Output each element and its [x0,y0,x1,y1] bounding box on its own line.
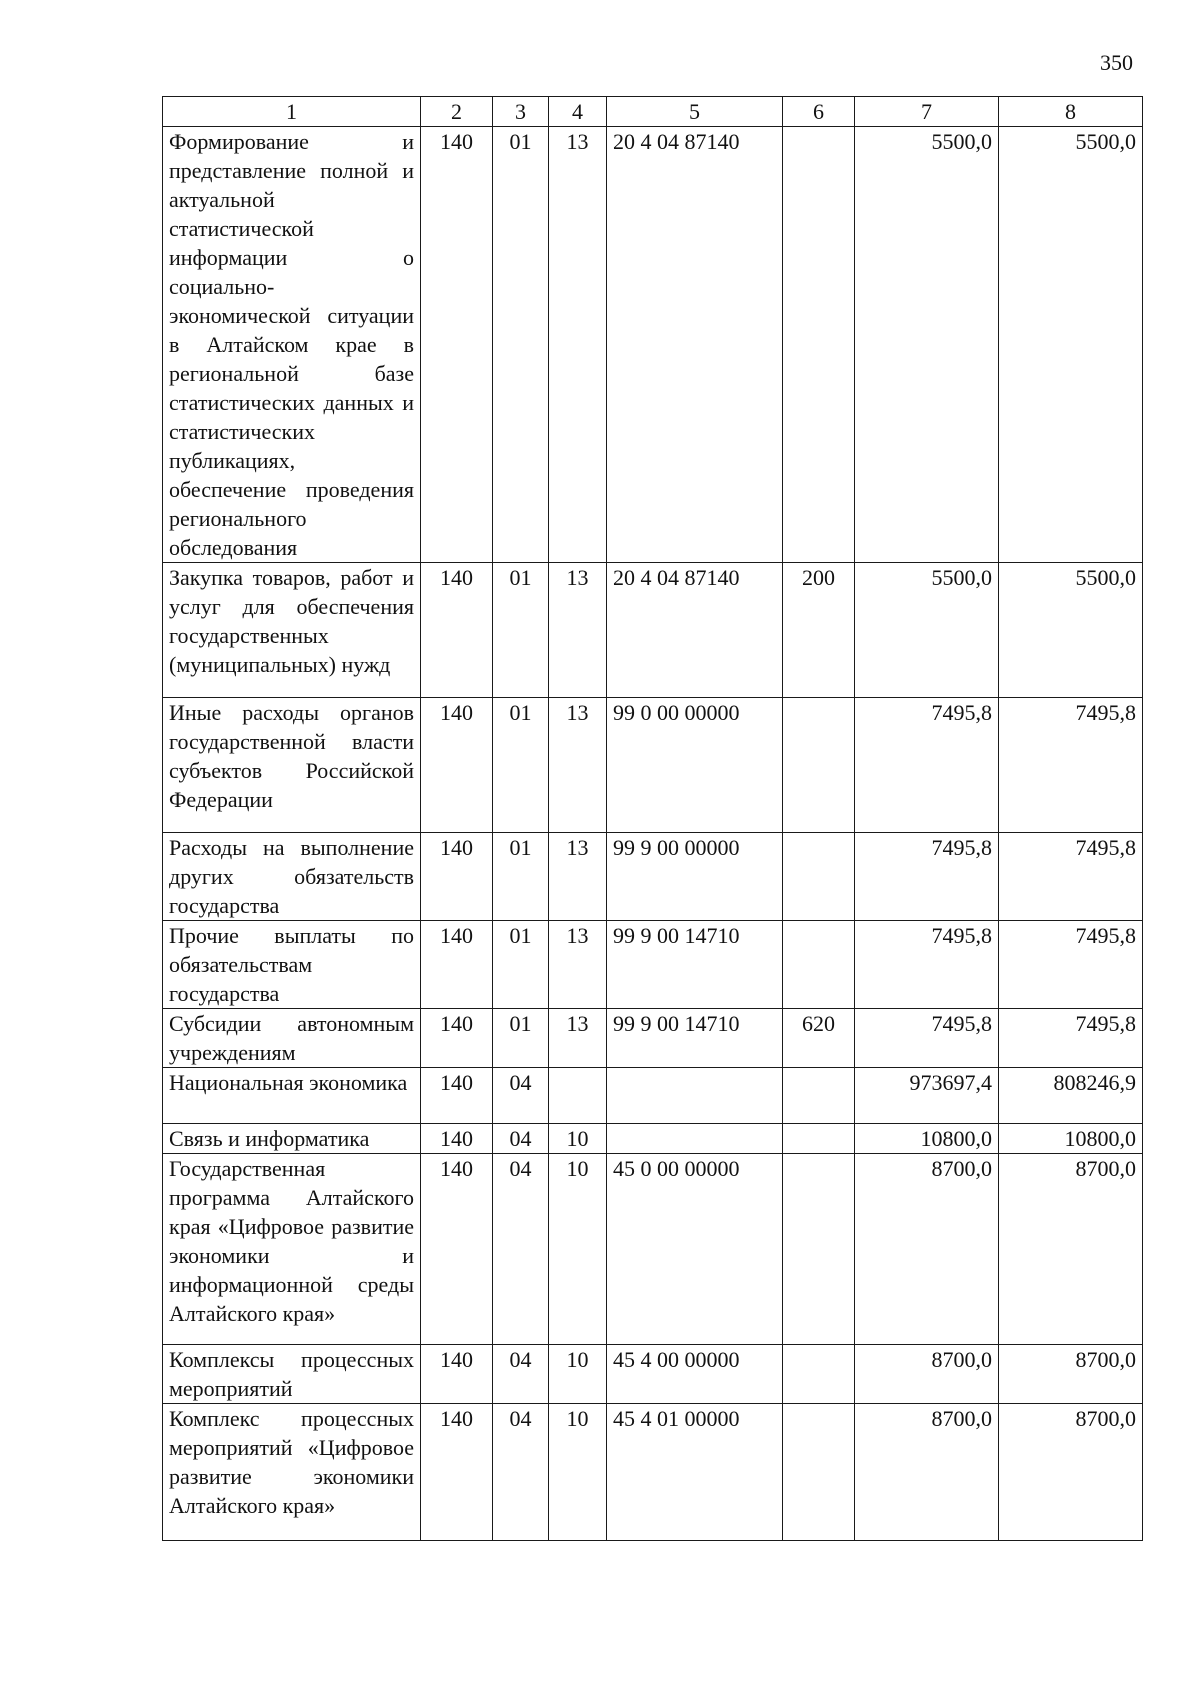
column-header-3: 3 [493,97,549,127]
section-cell: 04 [493,1345,549,1404]
column-header-7: 7 [855,97,999,127]
row-name-cell: Государственная программа Алтайского края «Цифровое развитие экономики и информационной среды Алтайского края» [163,1154,421,1345]
column-header-1: 1 [163,97,421,127]
table-row [163,1154,1143,1345]
row-name-cell: Формирование и представление полной и актуальной статистической информации о социально-экономической ситуации в Алтайском крае в региональной базе статистических данных и статистических публикациях, обеспечение проведения регионального обследования [163,127,421,563]
expense-type-cell [783,921,855,1009]
expense-type-cell [783,1124,855,1154]
subsection-cell: 13 [549,563,607,698]
table-row [163,1345,1143,1404]
subsection-cell: 13 [549,127,607,563]
target-article-cell: 45 4 01 00000 [607,1404,783,1541]
amount-year2-cell: 5500,0 [999,563,1143,698]
column-header-6: 6 [783,97,855,127]
table-row [163,563,1143,698]
table-row [163,127,1143,563]
admin-code-cell: 140 [421,1068,493,1124]
section-cell: 01 [493,833,549,921]
admin-code-cell: 140 [421,1009,493,1068]
column-header-2: 2 [421,97,493,127]
amount-year1-cell: 973697,4 [855,1068,999,1124]
expense-type-cell [783,1154,855,1345]
admin-code-cell: 140 [421,127,493,563]
budget-table [162,96,1143,1541]
subsection-cell: 13 [549,833,607,921]
target-article-cell: 20 4 04 87140 [607,127,783,563]
row-name-cell: Субсидии автономным учреждениям [163,1009,421,1068]
page-number: 350 [1100,50,1133,75]
row-name-cell: Прочие выплаты по обязательствам государства [163,921,421,1009]
amount-year1-cell: 7495,8 [855,698,999,833]
subsection-cell: 10 [549,1404,607,1541]
table-row [163,833,1143,921]
expense-type-cell [783,1345,855,1404]
amount-year1-cell: 7495,8 [855,833,999,921]
expense-type-cell [783,833,855,921]
table-row [163,698,1143,833]
table-row [163,1404,1143,1541]
amount-year2-cell: 8700,0 [999,1345,1143,1404]
subsection-cell: 13 [549,698,607,833]
subsection-cell: 10 [549,1154,607,1345]
amount-year2-cell: 7495,8 [999,921,1143,1009]
amount-year1-cell: 5500,0 [855,563,999,698]
admin-code-cell: 140 [421,563,493,698]
subsection-cell: 10 [549,1345,607,1404]
column-header-5: 5 [607,97,783,127]
table-row [163,1068,1143,1124]
column-header-4: 4 [549,97,607,127]
target-article-cell: 45 4 00 00000 [607,1345,783,1404]
expense-type-cell [783,127,855,563]
expense-type-cell [783,698,855,833]
table-row [163,1009,1143,1068]
table-body [163,127,1143,1541]
expense-type-cell [783,1068,855,1124]
section-cell: 04 [493,1068,549,1124]
row-name-cell: Связь и информатика [163,1124,421,1154]
amount-year2-cell: 8700,0 [999,1154,1143,1345]
amount-year1-cell: 5500,0 [855,127,999,563]
target-article-cell: 45 0 00 00000 [607,1154,783,1345]
subsection-cell [549,1068,607,1124]
section-cell: 01 [493,698,549,833]
row-name-cell: Расходы на выполнение других обязательств государства [163,833,421,921]
admin-code-cell: 140 [421,1154,493,1345]
target-article-cell [607,1124,783,1154]
amount-year2-cell: 5500,0 [999,127,1143,563]
amount-year1-cell: 8700,0 [855,1154,999,1345]
admin-code-cell: 140 [421,1345,493,1404]
row-name-cell: Комплексы процессных мероприятий [163,1345,421,1404]
section-cell: 01 [493,1009,549,1068]
target-article-cell: 99 9 00 14710 [607,1009,783,1068]
table-header-row [163,97,1143,127]
section-cell: 01 [493,127,549,563]
subsection-cell: 13 [549,921,607,1009]
amount-year1-cell: 8700,0 [855,1404,999,1541]
subsection-cell: 10 [549,1124,607,1154]
amount-year2-cell: 7495,8 [999,833,1143,921]
row-name-cell: Иные расходы органов государственной власти субъектов Российской Федерации [163,698,421,833]
amount-year2-cell: 8700,0 [999,1404,1143,1541]
amount-year1-cell: 10800,0 [855,1124,999,1154]
section-cell: 04 [493,1404,549,1541]
expense-type-cell: 200 [783,563,855,698]
amount-year1-cell: 7495,8 [855,921,999,1009]
table-row [163,1124,1143,1154]
section-cell: 01 [493,563,549,698]
row-name-cell: Национальная экономика [163,1068,421,1124]
amount-year2-cell: 7495,8 [999,1009,1143,1068]
admin-code-cell: 140 [421,921,493,1009]
admin-code-cell: 140 [421,1404,493,1541]
target-article-cell: 99 0 00 00000 [607,698,783,833]
amount-year2-cell: 808246,9 [999,1068,1143,1124]
target-article-cell [607,1068,783,1124]
table-row [163,921,1143,1009]
admin-code-cell: 140 [421,698,493,833]
target-article-cell: 99 9 00 14710 [607,921,783,1009]
section-cell: 01 [493,921,549,1009]
admin-code-cell: 140 [421,833,493,921]
target-article-cell: 20 4 04 87140 [607,563,783,698]
expense-type-cell [783,1404,855,1541]
admin-code-cell: 140 [421,1124,493,1154]
expense-type-cell: 620 [783,1009,855,1068]
section-cell: 04 [493,1124,549,1154]
row-name-cell: Закупка товаров, работ и услуг для обеспечения государственных (муниципальных) нужд [163,563,421,698]
subsection-cell: 13 [549,1009,607,1068]
target-article-cell: 99 9 00 00000 [607,833,783,921]
amount-year2-cell: 7495,8 [999,698,1143,833]
amount-year2-cell: 10800,0 [999,1124,1143,1154]
column-header-8: 8 [999,97,1143,127]
amount-year1-cell: 8700,0 [855,1345,999,1404]
section-cell: 04 [493,1154,549,1345]
row-name-cell: Комплекс процессных мероприятий «Цифровое развитие экономики Алтайского края» [163,1404,421,1541]
amount-year1-cell: 7495,8 [855,1009,999,1068]
